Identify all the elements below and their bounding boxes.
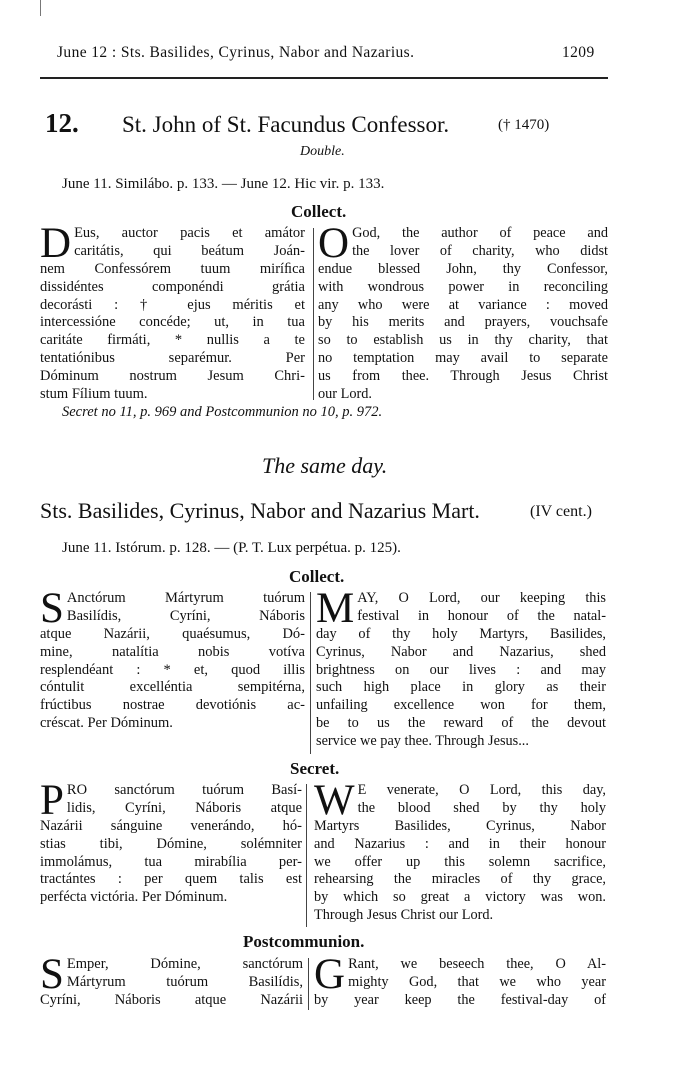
text-line: brightness on our lives : and may [316, 661, 606, 678]
text-line: lidis, Cyríni, Náboris atque [66, 799, 302, 816]
text-line: festival in honour of the natal- [357, 607, 606, 624]
collect-heading: Collect. [289, 567, 345, 586]
dropcap: P [40, 777, 64, 824]
feast-date: († 1470) [498, 117, 550, 133]
column-divider [308, 958, 309, 1010]
text-line: decorásti : † ejus méritis et [40, 296, 305, 313]
text-line: by which so great a victory was won. [314, 889, 606, 906]
top-margin-rule [40, 0, 41, 16]
column-divider [306, 784, 307, 927]
running-head: June 12 : Sts. Basilides, Cyrinus, Nabor and Nazarius. [57, 44, 415, 61]
text-line: RO sanctórum tuórum Basí- [66, 782, 302, 798]
dropcap: S [40, 951, 64, 998]
dropcap: W [314, 777, 355, 824]
text-line: tentatiónibus separémur. Per [40, 349, 305, 366]
same-day-heading: The same day. [262, 453, 388, 478]
collect-latin [40, 585, 305, 733]
text-line: créscat. Per Dóminum. [40, 714, 173, 731]
header-rule [40, 77, 608, 79]
text-line: Emper, Dómine, sanctórum [66, 956, 303, 972]
secret-heading: Secret. [290, 759, 340, 778]
text-line: resplendéant : * et, quod illis [40, 661, 305, 678]
text-line: Dóminum nostrum Jesum Chri- [40, 367, 305, 384]
dropcap: M [316, 585, 355, 632]
column-divider [313, 228, 314, 400]
text-line: mine, natalítia nobis votíva [40, 643, 305, 660]
text-line: the lover of charity, who didst [352, 242, 608, 259]
text-line: perfécta victória. Per Dóminum. [40, 889, 228, 906]
text-line: Rant, we beseech thee, O Al- [348, 956, 606, 972]
text-line: no temptation may avail to separate [318, 349, 608, 366]
collect-latin [40, 220, 305, 403]
text-line: unfailing excellence won for them, [316, 697, 606, 714]
text-line: dissidéntes componéndi grátia [40, 278, 305, 295]
text-line: Mártyrum tuórum Basilídis, [66, 973, 303, 990]
text-line: AY, O Lord, our keeping this [357, 590, 606, 606]
text-line: Cyrinus, Nabor and Nazarius, shed [316, 643, 606, 660]
text-line: Eus, auctor pacis et amátor [74, 225, 305, 241]
dropcap: S [40, 585, 64, 632]
feast-number: 12. [45, 108, 79, 138]
text-line: so to establish us in thy charity, that [318, 332, 608, 349]
text-line: Through Jesus Christ our Lord. [314, 906, 494, 923]
text-line: endue blessed John, thy Confessor, [318, 261, 608, 277]
text-line: with wondrous power in reconciling [318, 278, 608, 295]
page-number: 1209 [562, 44, 595, 61]
text-line: the blood shed by thy holy [357, 799, 606, 816]
text-line: tractántes : per quem talis est [40, 871, 302, 888]
feast2-title: Sts. Basilides, Cyrinus, Nabor and Nazarius Mart. [40, 498, 480, 523]
collect-english [316, 585, 606, 751]
text-line: caritáte firmáti, * nullis a te [40, 332, 305, 349]
postcommunion-english [314, 951, 606, 1010]
text-line: immolámus, tua mirabília per- [40, 853, 302, 870]
column-divider [310, 592, 311, 754]
text-line: we offer up this solemn sacrifice, [314, 853, 606, 870]
text-line: E venerate, O Lord, this day, [357, 782, 606, 798]
feast-reference: June 11. Similábo. p. 133. — June 12. Hic vir. p. 133. [62, 176, 385, 192]
collect-heading: Collect. [291, 202, 347, 221]
feast2-century: (IV cent.) [530, 503, 592, 520]
text-line: stias tibi, Dómine, solémniter [40, 835, 302, 852]
text-line: Cyríni, Náboris atque Nazárii [40, 992, 303, 1008]
feast-rank: Double. [300, 144, 345, 159]
secret-english [314, 777, 606, 925]
text-line: by year keep the festival-day of [314, 992, 606, 1008]
postcommunion-heading: Postcommunion. [243, 932, 365, 951]
text-line: Nazárii sánguine venerándo, hó- [40, 818, 302, 834]
dropcap: D [40, 220, 72, 267]
text-line: our Lord. [318, 385, 372, 402]
text-line: day of thy holy Martyrs, Basilides, [316, 626, 606, 642]
text-line: Martyrs Basilides, Cyrinus, Nabor [314, 818, 606, 834]
text-line: stum Fílium tuum. [40, 385, 148, 402]
text-line: any who were at variance : moved [318, 296, 608, 313]
dropcap: O [318, 220, 350, 267]
text-line: frúctibus nostrae devotiónis ac- [40, 697, 305, 714]
text-line: by his merits and prayers, vouchsafe [318, 314, 608, 331]
text-line: service we pay thee. Through Jesus... [316, 732, 529, 749]
text-line: be to us the reward of the devout [316, 714, 606, 731]
text-line: and Nazarius : and in their honour [314, 835, 606, 852]
text-line: intercessióne concéde; ut, in tua [40, 314, 305, 331]
collect-english [318, 220, 608, 403]
text-line: us from thee. Through Jesus Christ [318, 367, 608, 384]
text-line: such high place in glory as their [316, 679, 606, 696]
text-line: mighty God, that we who year [348, 973, 606, 990]
postcommunion-latin [40, 951, 303, 1010]
feast-title: St. John of St. Facundus Confessor. [122, 112, 450, 137]
secret-note: Secret no 11, p. 969 and Postcommunion no 10, p. 972. [62, 404, 383, 420]
feast2-reference: June 11. Istórum. p. 128. — (P. T. Lux perpétua. p. 125). [62, 540, 401, 556]
text-line: God, the author of peace and [352, 225, 608, 241]
text-line: rehearsing the miracles of thy grace, [314, 871, 606, 888]
text-line: cóntulit excelléntia sempitérna, [40, 679, 305, 696]
text-line: Basilídis, Cyríni, Náboris [66, 607, 305, 624]
text-line: caritátis, qui beátum Joán- [74, 242, 305, 259]
secret-latin [40, 777, 302, 907]
text-line: Anctórum Mártyrum tuórum [66, 590, 305, 606]
text-line: atque Nazárii, quaésumus, Dó- [40, 626, 305, 642]
text-line: nem Confessórem tuum miríﬁca [40, 261, 305, 277]
dropcap: G [314, 951, 346, 998]
